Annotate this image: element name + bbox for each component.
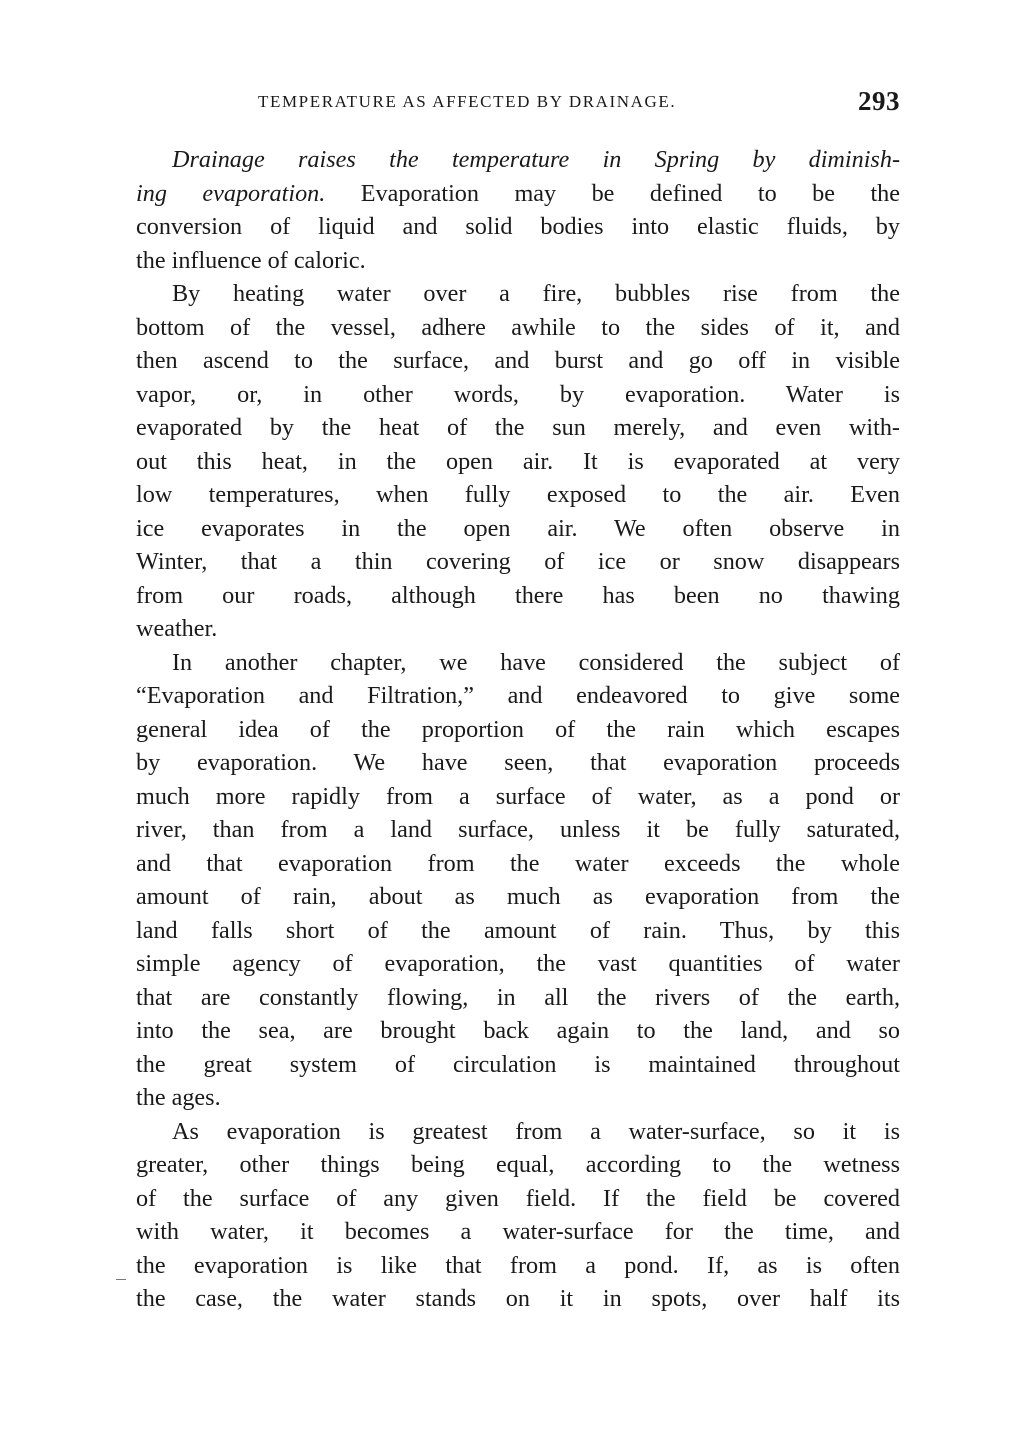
text-line <box>136 746 900 780</box>
text-line <box>136 947 900 981</box>
text-line <box>136 344 900 378</box>
line-text: the great system of circulation is maintained throughout <box>136 1050 900 1078</box>
text-line <box>172 646 900 680</box>
text-line <box>136 1081 900 1115</box>
text-line <box>136 1182 900 1216</box>
line-text: out this heat, in the open air. It is evaporated at very <box>136 447 900 475</box>
line-text: much more rapidly from a surface of water, as a pond or <box>136 782 900 810</box>
text-line <box>136 579 900 613</box>
line-text: from our roads, although there has been no thawing <box>136 581 900 609</box>
line-text: greater, other things being equal, according to the wetness <box>136 1151 900 1178</box>
text-line <box>136 244 900 278</box>
text-line <box>136 1048 900 1082</box>
text-line <box>172 143 900 177</box>
page-number: 293 <box>858 86 900 116</box>
line-text: the ages. <box>136 1084 221 1111</box>
line-text: by evaporation. We have seen, that evaporation proceeds <box>136 749 900 776</box>
italic-text: Drainage raises the temperature in Spring by diminish- <box>172 146 900 173</box>
line-text: Evaporation may be defined to be the <box>325 179 900 207</box>
line-text: with water, it becomes a water-surface for the time, and <box>136 1218 900 1245</box>
line-text: In another chapter, we have considered the subject of <box>172 648 900 676</box>
line-text: land falls short of the amount of rain. Thus, by this <box>136 916 900 944</box>
body-text <box>136 143 900 1343</box>
text-line <box>136 512 900 546</box>
line-text: conversion of liquid and solid bodies into elastic fluids, by <box>136 213 900 240</box>
text-line <box>136 445 900 479</box>
text-line <box>136 478 900 512</box>
text-line <box>136 311 900 345</box>
line-text: and that evaporation from the water exceeds the whole <box>136 849 900 877</box>
line-text: general idea of the proportion of the rain which escapes <box>136 715 900 743</box>
line-text: river, than from a land surface, unless it be fully saturated, <box>136 816 900 843</box>
line-text: simple agency of evaporation, the vast quantities of water <box>136 950 900 977</box>
line-text: into the sea, are brought back again to the land, and so <box>136 1017 900 1044</box>
text-line <box>136 981 900 1015</box>
text-line <box>172 1115 900 1149</box>
text-line <box>136 780 900 814</box>
line-text: weather. <box>136 615 218 642</box>
text-line <box>136 545 900 579</box>
line-text: of the surface of any given field. If the field be covered <box>136 1184 900 1212</box>
line-text: the influence of caloric. <box>136 246 366 274</box>
text-line <box>136 612 900 646</box>
line-text: the case, the water stands on it in spots, over half its <box>136 1285 900 1312</box>
text-line <box>136 813 900 847</box>
running-head <box>258 86 900 118</box>
text-line <box>136 880 900 914</box>
text-line <box>136 1282 900 1316</box>
text-line <box>136 411 900 445</box>
margin-mark <box>116 1279 126 1280</box>
text-line <box>136 177 900 211</box>
text-line <box>172 277 900 311</box>
line-text: ice evaporates in the open air. We often observe in <box>136 514 900 542</box>
line-text: amount of rain, about as much as evaporation from the <box>136 883 900 910</box>
text-line <box>136 210 900 244</box>
line-text: vapor, or, in other words, by evaporation. Water is <box>136 380 900 408</box>
text-line <box>136 378 900 412</box>
text-line <box>136 1014 900 1048</box>
italic-text: ing evaporation. <box>136 179 326 207</box>
line-text: By heating water over a fire, bubbles rise from the <box>172 280 900 307</box>
line-text: bottom of the vessel, adhere awhile to the sides of it, and <box>136 313 900 341</box>
line-text: then ascend to the surface, and burst and go off in visible <box>136 347 900 374</box>
text-line <box>136 1249 900 1283</box>
text-line <box>136 1215 900 1249</box>
text-line <box>136 914 900 948</box>
text-line <box>136 713 900 747</box>
text-line <box>136 847 900 881</box>
text-line <box>136 1148 900 1182</box>
running-title: TEMPERATURE AS AFFECTED BY DRAINAGE. <box>258 92 677 111</box>
line-text: Winter, that a thin covering of ice or snow disappears <box>136 548 900 575</box>
line-text: “Evaporation and Filtration,” and endeavored to give some <box>136 682 900 709</box>
line-text: evaporated by the heat of the sun merely, and even with- <box>136 414 900 441</box>
line-text: low temperatures, when fully exposed to the air. Even <box>136 481 900 508</box>
line-text: As evaporation is greatest from a water-surface, so it is <box>172 1117 900 1145</box>
line-text: that are constantly flowing, in all the rivers of the earth, <box>136 983 900 1011</box>
text-line <box>136 679 900 713</box>
line-text: the evaporation is like that from a pond. If, as is often <box>136 1251 900 1279</box>
